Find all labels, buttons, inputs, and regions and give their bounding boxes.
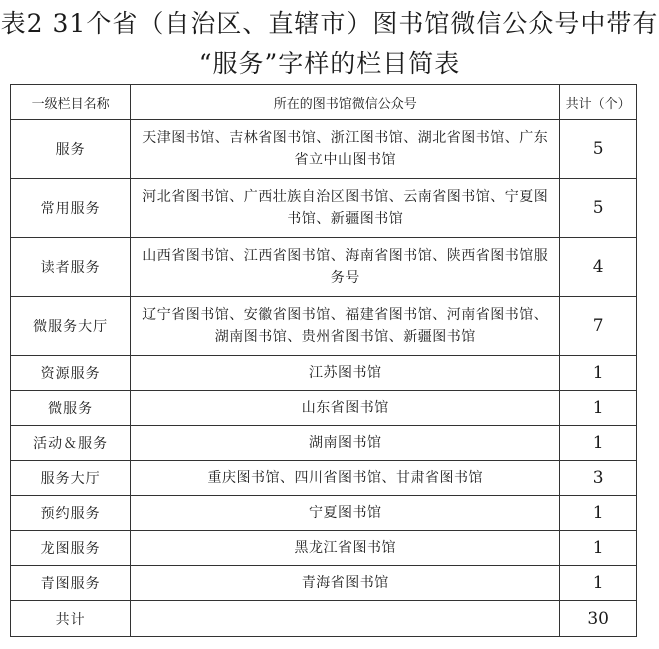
header-category: 一级栏目名称 (11, 85, 131, 120)
table-row (11, 531, 637, 566)
row-category: 常用服务 (11, 179, 131, 238)
row-category: 活动＆服务 (11, 426, 131, 461)
row-count: 1 (560, 496, 637, 531)
row-libraries: 天津图书馆、吉林省图书馆、浙江图书馆、湖北省图书馆、广东省立中山图书馆 (131, 120, 560, 179)
row-libraries: 宁夏图书馆 (131, 496, 560, 531)
row-libraries: 青海省图书馆 (131, 566, 560, 601)
row-libraries: 重庆图书馆、四川省图书馆、甘肃省图书馆 (131, 461, 560, 496)
row-category: 服务 (11, 120, 131, 179)
table-row (11, 179, 637, 238)
table-header-row (11, 85, 637, 120)
row-count: 1 (560, 566, 637, 601)
header-libraries: 所在的图书馆微信公众号 (131, 85, 560, 120)
row-count: 7 (560, 297, 637, 356)
row-category: 微服务大厅 (11, 297, 131, 356)
table-title-line-1: 表2 31个省（自治区、直辖市）图书馆微信公众号中带有 (0, 9, 659, 38)
row-libraries: 河北省图书馆、广西壮族自治区图书馆、云南省图书馆、宁夏图书馆、新疆图书馆 (131, 179, 560, 238)
table-row (11, 297, 637, 356)
table-row (11, 356, 637, 391)
row-category: 预约服务 (11, 496, 131, 531)
row-libraries: 湖南图书馆 (131, 426, 560, 461)
table-row (11, 426, 637, 461)
row-count: 1 (560, 531, 637, 566)
table-total-row (11, 601, 637, 637)
row-libraries: 黑龙江省图书馆 (131, 531, 560, 566)
row-category: 读者服务 (11, 238, 131, 297)
table-row (11, 391, 637, 426)
library-service-table (10, 84, 637, 637)
row-libraries: 山西省图书馆、江西省图书馆、海南省图书馆、陕西省图书馆服务号 (131, 238, 560, 297)
row-category: 青图服务 (11, 566, 131, 601)
row-category: 龙图服务 (11, 531, 131, 566)
total-libraries (131, 601, 560, 637)
table-row (11, 120, 637, 179)
row-libraries: 山东省图书馆 (131, 391, 560, 426)
row-libraries: 江苏图书馆 (131, 356, 560, 391)
row-category: 微服务 (11, 391, 131, 426)
header-count: 共计（个） (560, 85, 637, 120)
row-count: 1 (560, 356, 637, 391)
row-count: 5 (560, 179, 637, 238)
table-row (11, 238, 637, 297)
table-row (11, 496, 637, 531)
table-row (11, 461, 637, 496)
row-count: 1 (560, 391, 637, 426)
row-category: 服务大厅 (11, 461, 131, 496)
row-count: 3 (560, 461, 637, 496)
row-libraries: 辽宁省图书馆、安徽省图书馆、福建省图书馆、河南省图书馆、湖南图书馆、贵州省图书馆、新疆图书馆 (131, 297, 560, 356)
row-category: 资源服务 (11, 356, 131, 391)
row-count: 1 (560, 426, 637, 461)
row-count: 4 (560, 238, 637, 297)
table-title-line-2: “服务”字样的栏目简表 (198, 49, 461, 78)
table-row (11, 566, 637, 601)
total-label: 共计 (11, 601, 131, 637)
row-count: 5 (560, 120, 637, 179)
total-count: 30 (560, 601, 637, 637)
